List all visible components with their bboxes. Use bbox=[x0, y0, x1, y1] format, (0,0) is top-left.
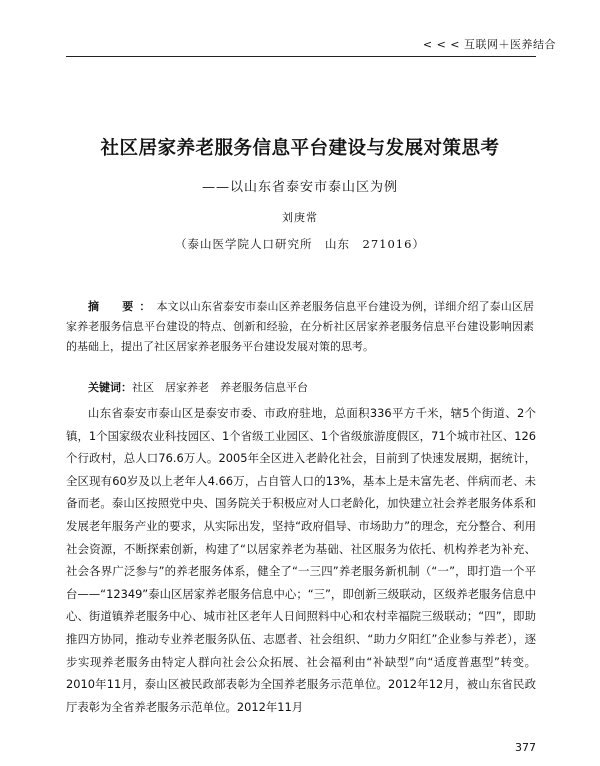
abstract-text: 本文以山东省泰安市泰山区养老服务信息平台建设为例，详细介绍了泰山区居家养老服务信息平台建设的特点、创新和经验，在分析社区居家养老服务信息平台建设影响因素的基础上，提出了社区居家养老服务平台建设发展对策的思考。 bbox=[66, 300, 535, 353]
keywords-label: 关键词： bbox=[88, 381, 132, 394]
keywords bbox=[66, 378, 534, 398]
section-header-tag: < < < 互联网＋医养结合 bbox=[422, 38, 556, 51]
body-paragraph: 山东省泰安市泰山区是泰安市委、市政府驻地，总面积336平方千米，辖5个街道、2个镇，1个国家级农业科技园区、1个省级工业园区、1个省级旅游度假区，71个城市社区、126个行政村，总人口76.6万人。2005年全区进入老龄化社会，目前到了快速发展期，据统计，全区现有60岁及以上老年人4.66万，占自管人口的13%，基本上是未富先老、伴病而老、未备而老。泰山区按照党中央、国务院关于积极应对人口老龄化，加快建立社会养老服务体系和发展老年服务产业的要求，从实际出发，坚持“政府倡导、市场助力”的理念，充分整合、利用社会资源，不断探索创新，构建了“以居家养老为基础、社区服务为依托、机构养老为补充、社会各界广泛参与”的养老服务体系，健全了“一三四”养老服务新机制（“一”，即打造一个平台——“12349”泰山区居家养老服务信息中心；“三”，即创新三级联动，区级养老服务信息中心、街道镇养老服务中心、城市社区老年人日间照料中心和农村幸福院三级联动；“四”，即助推四方协同，推动专业养老服务队伍、志愿者、社会组织、“助力夕阳红”企业参与养老），逐步实现养老服务由特定人群向社会公众拓展、社会福利由“补缺型”向“适度普惠型”转变。2010年11月，泰山区被民政部表彰为全国养老服务示范单位。2012年12月，被山东省民政厅表彰为全省养老服务示范单位。2012年11月 bbox=[66, 406, 536, 714]
article-subtitle: ——以山东省泰安市泰山区为例 bbox=[201, 180, 398, 195]
page-number: 377 bbox=[515, 741, 536, 754]
author-affiliation: （泰山医学院人口研究所 山东 271016） bbox=[175, 237, 425, 251]
header-divider bbox=[66, 56, 536, 57]
abstract bbox=[66, 297, 534, 357]
article-title: 社区居家养老服务信息平台建设与发展对策思考 bbox=[100, 138, 500, 159]
author-name: 刘庚常 bbox=[282, 211, 318, 224]
abstract-label: 摘 要： bbox=[88, 300, 157, 313]
keywords-text: 社区 居家养老 养老服务信息平台 bbox=[132, 381, 308, 394]
